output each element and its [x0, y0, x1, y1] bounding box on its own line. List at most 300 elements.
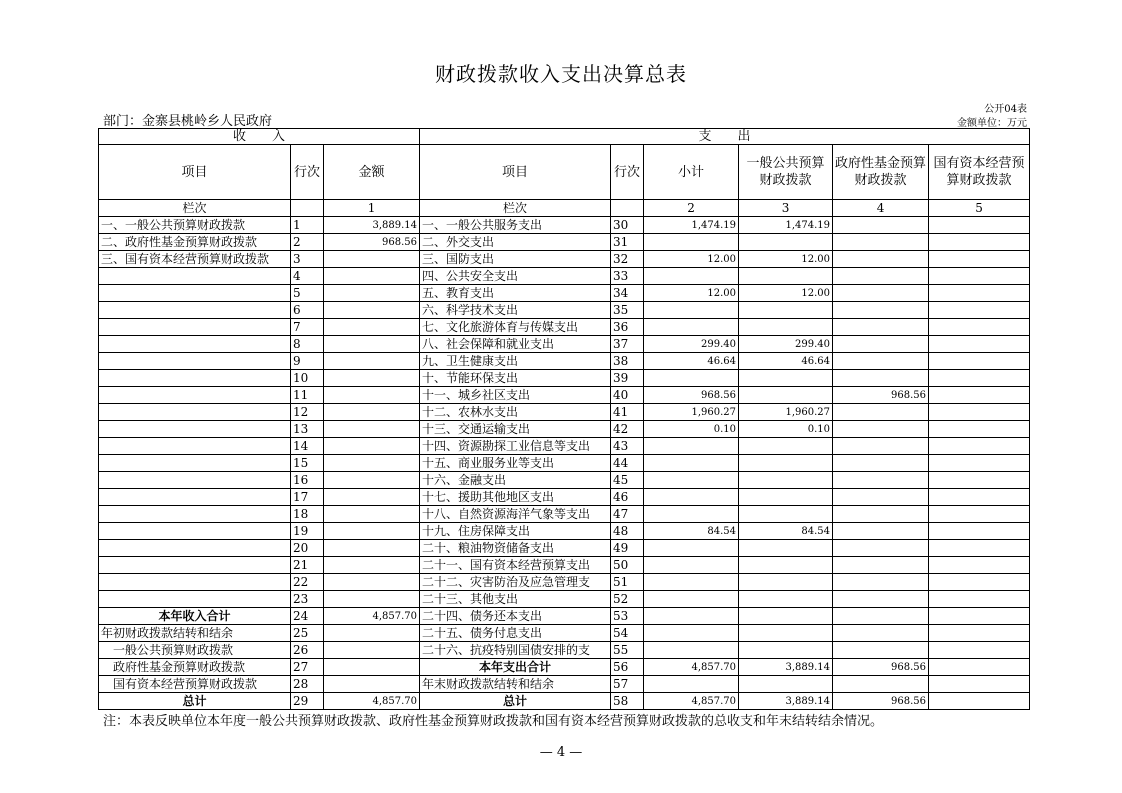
gov-fund-amount [833, 251, 929, 268]
gov-fund-amount [833, 285, 929, 302]
gov-fund-amount [833, 370, 929, 387]
general-budget-amount [739, 676, 833, 693]
income-item [99, 591, 291, 608]
expense-line-no: 45 [611, 472, 644, 489]
expense-line-no: 49 [611, 540, 644, 557]
income-amount [324, 506, 420, 523]
expense-subtotal: 4,857.70 [644, 693, 739, 710]
income-line-header: 行次 [291, 145, 324, 200]
expense-line-no: 46 [611, 489, 644, 506]
income-amount [324, 387, 420, 404]
gov-fund-amount [833, 268, 929, 285]
expense-subtotal [644, 472, 739, 489]
income-amount: 4,857.70 [324, 608, 420, 625]
gov-fund-amount [833, 557, 929, 574]
table-row [99, 234, 1030, 251]
expense-line-no: 43 [611, 438, 644, 455]
table-row [99, 625, 1030, 642]
expense-subtotal: 0.10 [644, 421, 739, 438]
gov-fund-header: 政府性基金预算财政拨款 [833, 145, 929, 200]
expense-item: 十五、商业服务业等支出 [420, 455, 611, 472]
table-row [99, 353, 1030, 370]
expense-subtotal [644, 268, 739, 285]
column-index-label: 栏次 [420, 200, 611, 217]
income-item [99, 574, 291, 591]
state-capital-amount [929, 676, 1030, 693]
expense-item: 二十一、国有资本经营预算支出 [420, 557, 611, 574]
income-amount [324, 421, 420, 438]
expense-line-no: 42 [611, 421, 644, 438]
income-item [99, 336, 291, 353]
table-row [99, 387, 1030, 404]
income-amount [324, 370, 420, 387]
expense-line-no: 57 [611, 676, 644, 693]
table-row [99, 455, 1030, 472]
state-capital-amount [929, 404, 1030, 421]
income-item [99, 404, 291, 421]
income-item [99, 370, 291, 387]
income-line-no: 17 [291, 489, 324, 506]
state-capital-amount [929, 234, 1030, 251]
table-row [99, 370, 1030, 387]
expense-line-no: 54 [611, 625, 644, 642]
table-row [99, 659, 1030, 676]
income-item: 一般公共预算财政拨款 [99, 642, 291, 659]
general-budget-amount: 12.00 [739, 251, 833, 268]
expense-item: 十八、自然资源海洋气象等支出 [420, 506, 611, 523]
income-item [99, 421, 291, 438]
income-line-no: 5 [291, 285, 324, 302]
income-line-no: 4 [291, 268, 324, 285]
income-amount: 3,889.14 [324, 217, 420, 234]
amount-unit: 金额单位：万元 [957, 118, 1027, 129]
income-section-header: 收 入 [99, 129, 420, 145]
income-line-no: 16 [291, 472, 324, 489]
income-line-no: 2 [291, 234, 324, 251]
income-amount [324, 591, 420, 608]
expense-subtotal: 968.56 [644, 387, 739, 404]
expense-subtotal [644, 438, 739, 455]
income-line-no: 27 [291, 659, 324, 676]
expense-item: 十六、金融支出 [420, 472, 611, 489]
income-amount [324, 268, 420, 285]
general-budget-amount [739, 370, 833, 387]
column-index-2: 2 [644, 200, 739, 217]
general-budget-amount: 0.10 [739, 421, 833, 438]
table-row [99, 268, 1030, 285]
income-item [99, 455, 291, 472]
state-capital-amount [929, 387, 1030, 404]
column-index-blank [291, 200, 324, 217]
general-budget-amount [739, 625, 833, 642]
income-amount [324, 489, 420, 506]
income-item: 总计 [99, 693, 291, 710]
income-line-no: 14 [291, 438, 324, 455]
state-capital-amount [929, 489, 1030, 506]
state-capital-amount [929, 268, 1030, 285]
income-item: 一、一般公共预算财政拨款 [99, 217, 291, 234]
gov-fund-amount [833, 353, 929, 370]
expense-item: 五、教育支出 [420, 285, 611, 302]
expense-subtotal: 84.54 [644, 523, 739, 540]
expense-item: 十一、城乡社区支出 [420, 387, 611, 404]
income-line-no: 15 [291, 455, 324, 472]
income-line-no: 11 [291, 387, 324, 404]
income-item [99, 387, 291, 404]
income-item: 二、政府性基金预算财政拨款 [99, 234, 291, 251]
state-capital-amount [929, 302, 1030, 319]
expense-item: 三、国防支出 [420, 251, 611, 268]
income-line-no: 24 [291, 608, 324, 625]
income-amount-header: 金额 [324, 145, 420, 200]
expense-item: 十、节能环保支出 [420, 370, 611, 387]
column-index-label: 栏次 [99, 200, 291, 217]
expense-item: 二、外交支出 [420, 234, 611, 251]
income-item: 年初财政拨款结转和结余 [99, 625, 291, 642]
state-capital-amount [929, 353, 1030, 370]
income-amount [324, 642, 420, 659]
gov-fund-amount [833, 234, 929, 251]
expense-subtotal [644, 625, 739, 642]
income-amount [324, 438, 420, 455]
gov-fund-amount [833, 506, 929, 523]
table-row [99, 693, 1030, 710]
expense-line-no: 40 [611, 387, 644, 404]
table-row [99, 574, 1030, 591]
income-amount [324, 659, 420, 676]
expense-item: 九、卫生健康支出 [420, 353, 611, 370]
income-amount [324, 540, 420, 557]
income-amount [324, 574, 420, 591]
expense-subtotal [644, 506, 739, 523]
department-label: 部门：金寨县桃岭乡人民政府 [103, 114, 273, 129]
expense-line-no: 56 [611, 659, 644, 676]
income-amount [324, 523, 420, 540]
state-capital-amount [929, 251, 1030, 268]
expense-line-no: 44 [611, 455, 644, 472]
column-index-1: 1 [324, 200, 420, 217]
income-line-no: 19 [291, 523, 324, 540]
budget-summary-table [98, 128, 1030, 710]
income-line-no: 18 [291, 506, 324, 523]
income-amount [324, 676, 420, 693]
expense-item: 六、科学技术支出 [420, 302, 611, 319]
column-index-4: 4 [833, 200, 929, 217]
gov-fund-amount [833, 319, 929, 336]
income-amount: 4,857.70 [324, 693, 420, 710]
table-row [99, 642, 1030, 659]
gov-fund-amount [833, 489, 929, 506]
general-budget-amount [739, 574, 833, 591]
income-amount [324, 557, 420, 574]
gov-fund-amount [833, 608, 929, 625]
income-line-no: 7 [291, 319, 324, 336]
expense-item-header: 项目 [420, 145, 611, 200]
gov-fund-amount [833, 642, 929, 659]
table-row [99, 217, 1030, 234]
subtotal-header: 小计 [644, 145, 739, 200]
income-line-no: 13 [291, 421, 324, 438]
expense-subtotal: 12.00 [644, 285, 739, 302]
income-item [99, 506, 291, 523]
expense-subtotal [644, 557, 739, 574]
expense-line-no: 33 [611, 268, 644, 285]
expense-item: 十三、交通运输支出 [420, 421, 611, 438]
table-row [99, 540, 1030, 557]
state-capital-amount [929, 506, 1030, 523]
state-capital-amount [929, 540, 1030, 557]
expense-line-no: 37 [611, 336, 644, 353]
expense-item: 总计 [420, 693, 611, 710]
expense-item: 十九、住房保障支出 [420, 523, 611, 540]
income-amount [324, 302, 420, 319]
income-amount [324, 625, 420, 642]
expense-subtotal [644, 591, 739, 608]
income-item: 国有资本经营预算财政拨款 [99, 676, 291, 693]
general-budget-amount [739, 489, 833, 506]
general-budget-amount [739, 268, 833, 285]
expense-line-no: 48 [611, 523, 644, 540]
expense-item: 七、文化旅游体育与传媒支出 [420, 319, 611, 336]
table-row [99, 489, 1030, 506]
general-budget-amount: 12.00 [739, 285, 833, 302]
general-budget-amount [739, 557, 833, 574]
expense-item: 二十六、抗疫特别国债安排的支 [420, 642, 611, 659]
table-row [99, 302, 1030, 319]
gov-fund-amount [833, 404, 929, 421]
expense-subtotal: 299.40 [644, 336, 739, 353]
gov-fund-amount: 968.56 [833, 659, 929, 676]
table-row [99, 676, 1030, 693]
expense-line-no: 30 [611, 217, 644, 234]
expense-line-no: 50 [611, 557, 644, 574]
general-budget-amount [739, 608, 833, 625]
gov-fund-amount [833, 336, 929, 353]
table-row [99, 336, 1030, 353]
expense-line-header: 行次 [611, 145, 644, 200]
income-item [99, 268, 291, 285]
state-capital-amount [929, 574, 1030, 591]
table-row [99, 421, 1030, 438]
expense-subtotal [644, 319, 739, 336]
general-budget-amount [739, 387, 833, 404]
income-line-no: 26 [291, 642, 324, 659]
expense-item: 十四、资源勘探工业信息等支出 [420, 438, 611, 455]
income-line-no: 23 [291, 591, 324, 608]
expense-item: 本年支出合计 [420, 659, 611, 676]
general-budget-amount: 3,889.14 [739, 659, 833, 676]
state-capital-amount [929, 557, 1030, 574]
expense-subtotal [644, 302, 739, 319]
income-item [99, 353, 291, 370]
state-capital-amount [929, 659, 1030, 676]
expense-line-no: 36 [611, 319, 644, 336]
column-index-blank [611, 200, 644, 217]
state-capital-amount [929, 625, 1030, 642]
table-row [99, 591, 1030, 608]
expense-item: 四、公共安全支出 [420, 268, 611, 285]
expense-subtotal [644, 676, 739, 693]
expense-line-no: 38 [611, 353, 644, 370]
income-line-no: 12 [291, 404, 324, 421]
general-budget-amount: 3,889.14 [739, 693, 833, 710]
expense-item: 二十四、债务还本支出 [420, 608, 611, 625]
expense-item: 二十五、债务付息支出 [420, 625, 611, 642]
general-budget-amount: 84.54 [739, 523, 833, 540]
expense-line-no: 32 [611, 251, 644, 268]
state-capital-amount [929, 608, 1030, 625]
expense-line-no: 55 [611, 642, 644, 659]
gov-fund-amount [833, 217, 929, 234]
expense-line-no: 51 [611, 574, 644, 591]
expense-subtotal [644, 370, 739, 387]
expense-subtotal: 1,960.27 [644, 404, 739, 421]
expense-line-no: 58 [611, 693, 644, 710]
general-budget-amount [739, 302, 833, 319]
general-budget-header: 一般公共预算财政拨款 [739, 145, 833, 200]
expense-line-no: 53 [611, 608, 644, 625]
income-line-no: 10 [291, 370, 324, 387]
gov-fund-amount: 968.56 [833, 693, 929, 710]
general-budget-amount [739, 455, 833, 472]
state-capital-amount [929, 455, 1030, 472]
gov-fund-amount [833, 591, 929, 608]
expense-item: 年末财政拨款结转和结余 [420, 676, 611, 693]
table-row [99, 557, 1030, 574]
expense-line-no: 52 [611, 591, 644, 608]
form-code: 公开04表 [984, 104, 1027, 115]
expense-subtotal [644, 642, 739, 659]
gov-fund-amount [833, 438, 929, 455]
income-amount [324, 353, 420, 370]
expense-subtotal: 4,857.70 [644, 659, 739, 676]
expense-item: 二十三、其他支出 [420, 591, 611, 608]
income-line-no: 20 [291, 540, 324, 557]
expense-subtotal [644, 234, 739, 251]
expense-line-no: 31 [611, 234, 644, 251]
expense-item: 八、社会保障和就业支出 [420, 336, 611, 353]
income-line-no: 21 [291, 557, 324, 574]
state-capital-amount [929, 217, 1030, 234]
general-budget-amount [739, 642, 833, 659]
table-body [99, 217, 1030, 710]
state-capital-amount [929, 642, 1030, 659]
expense-section-header: 支 出 [420, 129, 1030, 145]
state-capital-amount [929, 523, 1030, 540]
income-line-no: 3 [291, 251, 324, 268]
income-item: 本年收入合计 [99, 608, 291, 625]
gov-fund-amount [833, 421, 929, 438]
general-budget-amount [739, 540, 833, 557]
income-amount [324, 455, 420, 472]
general-budget-amount [739, 472, 833, 489]
table-row [99, 608, 1030, 625]
expense-item: 一、一般公共服务支出 [420, 217, 611, 234]
table-row [99, 523, 1030, 540]
income-amount [324, 336, 420, 353]
income-item [99, 285, 291, 302]
income-line-no: 8 [291, 336, 324, 353]
gov-fund-amount [833, 523, 929, 540]
state-capital-amount [929, 438, 1030, 455]
expense-subtotal: 46.64 [644, 353, 739, 370]
income-line-no: 25 [291, 625, 324, 642]
gov-fund-amount [833, 540, 929, 557]
expense-subtotal: 1,474.19 [644, 217, 739, 234]
income-item [99, 302, 291, 319]
expense-line-no: 34 [611, 285, 644, 302]
expense-item: 十二、农林水支出 [420, 404, 611, 421]
income-item [99, 489, 291, 506]
table-footnote: 注：本表反映单位本年度一般公共预算财政拨款、政府性基金预算财政拨款和国有资本经营预算财政拨款的总收支和年末结转结余情况。 [103, 714, 884, 729]
expense-line-no: 39 [611, 370, 644, 387]
column-index-5: 5 [929, 200, 1030, 217]
income-amount [324, 251, 420, 268]
income-item [99, 472, 291, 489]
expense-subtotal [644, 574, 739, 591]
income-line-no: 28 [291, 676, 324, 693]
expense-subtotal [644, 608, 739, 625]
general-budget-amount [739, 234, 833, 251]
expense-line-no: 47 [611, 506, 644, 523]
table-row [99, 506, 1030, 523]
income-amount [324, 285, 420, 302]
general-budget-amount [739, 319, 833, 336]
gov-fund-amount [833, 574, 929, 591]
expense-item: 二十二、灾害防治及应急管理支 [420, 574, 611, 591]
income-line-no: 22 [291, 574, 324, 591]
income-item: 政府性基金预算财政拨款 [99, 659, 291, 676]
expense-subtotal [644, 489, 739, 506]
expense-line-no: 35 [611, 302, 644, 319]
expense-subtotal [644, 540, 739, 557]
table-row [99, 472, 1030, 489]
general-budget-amount: 46.64 [739, 353, 833, 370]
expense-item: 二十、粮油物资储备支出 [420, 540, 611, 557]
state-capital-amount [929, 591, 1030, 608]
income-item [99, 557, 291, 574]
gov-fund-amount [833, 472, 929, 489]
general-budget-amount: 299.40 [739, 336, 833, 353]
page-number: — 4 — [539, 745, 583, 760]
expense-line-no: 41 [611, 404, 644, 421]
expense-item: 十七、援助其他地区支出 [420, 489, 611, 506]
page-title: 财政拨款收入支出决算总表 [435, 62, 687, 86]
state-capital-amount [929, 285, 1030, 302]
gov-fund-amount [833, 455, 929, 472]
general-budget-amount [739, 591, 833, 608]
table-row [99, 251, 1030, 268]
table-row [99, 438, 1030, 455]
income-amount [324, 319, 420, 336]
state-capital-amount [929, 472, 1030, 489]
income-item: 三、国有资本经营预算财政拨款 [99, 251, 291, 268]
table-row [99, 404, 1030, 421]
table-row [99, 285, 1030, 302]
state-capital-amount [929, 319, 1030, 336]
income-amount: 968.56 [324, 234, 420, 251]
gov-fund-amount [833, 676, 929, 693]
table-row [99, 319, 1030, 336]
state-capital-amount [929, 336, 1030, 353]
income-item [99, 540, 291, 557]
state-capital-amount [929, 693, 1030, 710]
income-amount [324, 404, 420, 421]
state-capital-amount [929, 370, 1030, 387]
general-budget-amount: 1,474.19 [739, 217, 833, 234]
income-item [99, 319, 291, 336]
state-capital-amount [929, 421, 1030, 438]
